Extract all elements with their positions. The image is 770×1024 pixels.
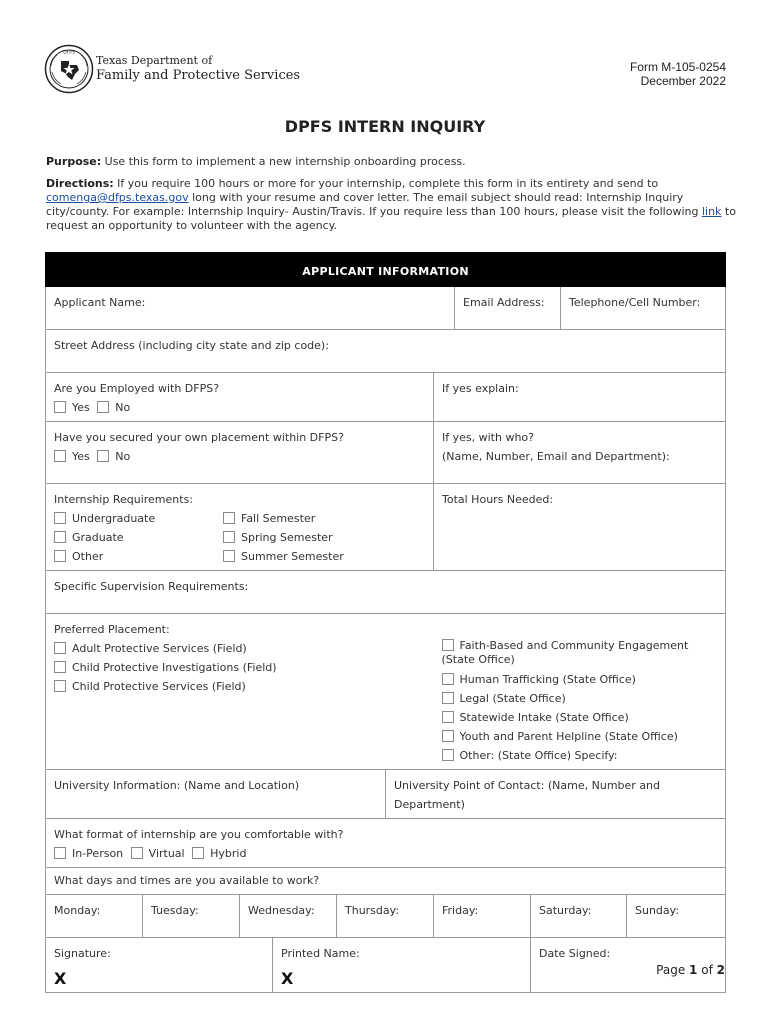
- date-signed-label: Date Signed:: [539, 947, 611, 960]
- printed-name-x-mark: X: [281, 969, 294, 988]
- supervision-field[interactable]: [46, 571, 726, 614]
- directions-text-2: long with your resume and cover letter. The email subject should read: Internship Inquiry city/county. For example: Internship Inquiry- Austin/Travis. If you require less than 100 hours, please visit the following: [46, 191, 702, 218]
- email-address-label: Email Address:: [463, 296, 545, 309]
- page-total: 2: [716, 963, 725, 977]
- supervision-label: Specific Supervision Requirements:: [54, 580, 249, 593]
- employed-explain-label: If yes explain:: [442, 382, 519, 395]
- monday-field[interactable]: [46, 895, 143, 938]
- hybrid-checkbox[interactable]: [192, 847, 204, 859]
- signature-label: Signature:: [54, 947, 111, 960]
- undergraduate-label: Undergraduate: [72, 512, 156, 525]
- preferred-placement-right: [434, 614, 726, 770]
- placement-who-detail: (Name, Number, Email and Department):: [442, 450, 670, 463]
- employed-yes-label: Yes: [72, 401, 90, 414]
- day-label: Thursday:: [345, 904, 400, 917]
- placement-option-label: Faith-Based and Community Engagement (State Office): [441, 639, 689, 666]
- internship-requirements-label: Internship Requirements:: [54, 493, 194, 506]
- statewide-intake-checkbox[interactable]: [442, 711, 454, 723]
- volunteer-link[interactable]: link: [701, 205, 722, 218]
- preferred-placement-label: Preferred Placement:: [54, 623, 170, 636]
- graduate-checkbox[interactable]: [54, 531, 66, 543]
- employed-no-label: No: [115, 401, 131, 414]
- placement-option-label: Youth and Parent Helpline (State Office): [459, 730, 678, 743]
- placement-yes-label: Yes: [72, 450, 90, 463]
- placement-option-label: Adult Protective Services (Field): [72, 642, 247, 655]
- day-label: Wednesday:: [248, 904, 315, 917]
- university-info-field[interactable]: [46, 770, 386, 819]
- days-question-cell: [46, 868, 726, 895]
- telephone-field[interactable]: [561, 287, 726, 330]
- directions-paragraph: [46, 177, 736, 233]
- tuesday-field[interactable]: [143, 895, 240, 938]
- fall-semester-label: Fall Semester: [241, 512, 316, 525]
- university-contact-field[interactable]: [386, 770, 726, 819]
- form-number-block: [630, 60, 726, 88]
- internship-requirements-cell: [46, 484, 434, 571]
- directions-label: Directions:: [46, 177, 114, 190]
- placement-question-cell: [46, 422, 434, 484]
- graduate-label: Graduate: [72, 531, 124, 544]
- university-contact-label: University Point of Contact: (Name, Number and Department): [394, 779, 661, 811]
- summer-semester-checkbox[interactable]: [223, 550, 235, 562]
- applicant-name-label: Applicant Name:: [54, 296, 146, 309]
- purpose-label: Purpose:: [46, 155, 102, 168]
- virtual-checkbox[interactable]: [131, 847, 143, 859]
- placement-option-label: Child Protective Services (Field): [72, 680, 246, 693]
- spring-semester-checkbox[interactable]: [223, 531, 235, 543]
- directions-text-1: If you require 100 hours or more for your internship, complete this form in its entirety and send to: [113, 177, 659, 190]
- in-person-checkbox[interactable]: [54, 847, 66, 859]
- day-label: Tuesday:: [151, 904, 199, 917]
- placement-no-checkbox[interactable]: [97, 450, 109, 462]
- signature-field[interactable]: [46, 938, 273, 993]
- hybrid-label: Hybrid: [210, 847, 247, 860]
- spring-semester-label: Spring Semester: [241, 531, 333, 544]
- purpose-paragraph: [46, 155, 736, 169]
- employed-explain-field[interactable]: [434, 373, 726, 422]
- email-link[interactable]: comenga@dfps.texas.gov: [46, 191, 189, 204]
- page-title: DPFS INTERN INQUIRY: [284, 117, 486, 136]
- employed-question-cell: [46, 373, 434, 422]
- format-question-cell: [46, 819, 726, 868]
- placement-option-label: Statewide Intake (State Office): [459, 711, 629, 724]
- university-info-label: University Information: (Name and Location): [54, 779, 300, 792]
- svg-text:DFPS: DFPS: [63, 50, 75, 56]
- placement-option-label: Legal (State Office): [459, 692, 566, 705]
- placement-option-label: Other: (State Office) Specify:: [459, 749, 618, 762]
- virtual-label: Virtual: [148, 847, 185, 860]
- faith-based-checkbox[interactable]: [442, 639, 454, 651]
- fall-semester-checkbox[interactable]: [223, 512, 235, 524]
- printed-name-label: Printed Name:: [281, 947, 360, 960]
- thursday-field[interactable]: [337, 895, 434, 938]
- day-label: Monday:: [54, 904, 101, 917]
- agency-name-line2: Family and Protective Services: [96, 68, 301, 83]
- summer-semester-label: Summer Semester: [241, 550, 344, 563]
- format-question: What format of internship are you comfortable with?: [54, 828, 344, 841]
- agency-name: [96, 54, 300, 83]
- youth-parent-helpline-checkbox[interactable]: [442, 730, 454, 742]
- total-hours-label: Total Hours Needed:: [442, 493, 554, 506]
- legal-checkbox[interactable]: [442, 692, 454, 704]
- purpose-text: Use this form to implement a new internship onboarding process.: [101, 155, 466, 168]
- child-protective-services-checkbox[interactable]: [54, 680, 66, 692]
- wednesday-field[interactable]: [240, 895, 337, 938]
- page-header: [44, 44, 726, 96]
- section-header-applicant-information: APPLICANT INFORMATION: [46, 253, 726, 287]
- human-trafficking-checkbox[interactable]: [442, 673, 454, 685]
- form-number: Form M-105-0254: [629, 60, 726, 74]
- other-state-office-checkbox[interactable]: [442, 749, 454, 761]
- sunday-field[interactable]: [627, 895, 726, 938]
- street-address-label: Street Address (including city state and zip code):: [54, 339, 329, 352]
- printed-name-field[interactable]: [273, 938, 531, 993]
- adult-protective-checkbox[interactable]: [54, 642, 66, 654]
- in-person-label: In-Person: [72, 847, 124, 860]
- placement-who-label: If yes, with who?: [442, 431, 534, 444]
- employed-yes-checkbox[interactable]: [54, 401, 66, 413]
- day-label: Sunday:: [635, 904, 680, 917]
- signature-x-mark: X: [54, 969, 67, 988]
- friday-field[interactable]: [434, 895, 531, 938]
- day-label: Saturday:: [539, 904, 592, 917]
- other-label: Other: [72, 550, 104, 563]
- placement-option-label: Human Trafficking (State Office): [459, 673, 636, 686]
- day-label: Friday:: [442, 904, 479, 917]
- page-number: [656, 963, 725, 977]
- applicant-name-field[interactable]: [46, 287, 455, 330]
- child-protective-investigations-checkbox[interactable]: [54, 661, 66, 673]
- employed-question: Are you Employed with DFPS?: [54, 382, 220, 395]
- applicant-form: [45, 252, 726, 993]
- agency-name-line1: Texas Department of: [96, 54, 213, 67]
- placement-who-field[interactable]: [434, 422, 726, 484]
- employed-no-checkbox[interactable]: [97, 401, 109, 413]
- placement-option-label: Child Protective Investigations (Field): [72, 661, 277, 674]
- form-date: December 2022: [640, 74, 726, 88]
- street-address-field[interactable]: [46, 330, 726, 373]
- page-current: 1: [689, 963, 698, 977]
- days-question: What days and times are you available to work?: [54, 874, 320, 887]
- email-address-field[interactable]: [455, 287, 561, 330]
- page-label: Page: [656, 963, 686, 977]
- page-of: of: [701, 963, 713, 977]
- total-hours-field[interactable]: [434, 484, 726, 571]
- saturday-field[interactable]: [531, 895, 627, 938]
- dfps-seal-logo: [44, 44, 94, 94]
- undergraduate-checkbox[interactable]: [54, 512, 66, 524]
- telephone-label: Telephone/Cell Number:: [569, 296, 701, 309]
- other-checkbox[interactable]: [54, 550, 66, 562]
- placement-yes-checkbox[interactable]: [54, 450, 66, 462]
- preferred-placement-left: [46, 614, 434, 770]
- placement-no-label: No: [115, 450, 131, 463]
- directions-text-3: to request an opportunity to volunteer with the agency.: [46, 205, 736, 232]
- placement-question: Have you secured your own placement within DFPS?: [54, 431, 344, 444]
